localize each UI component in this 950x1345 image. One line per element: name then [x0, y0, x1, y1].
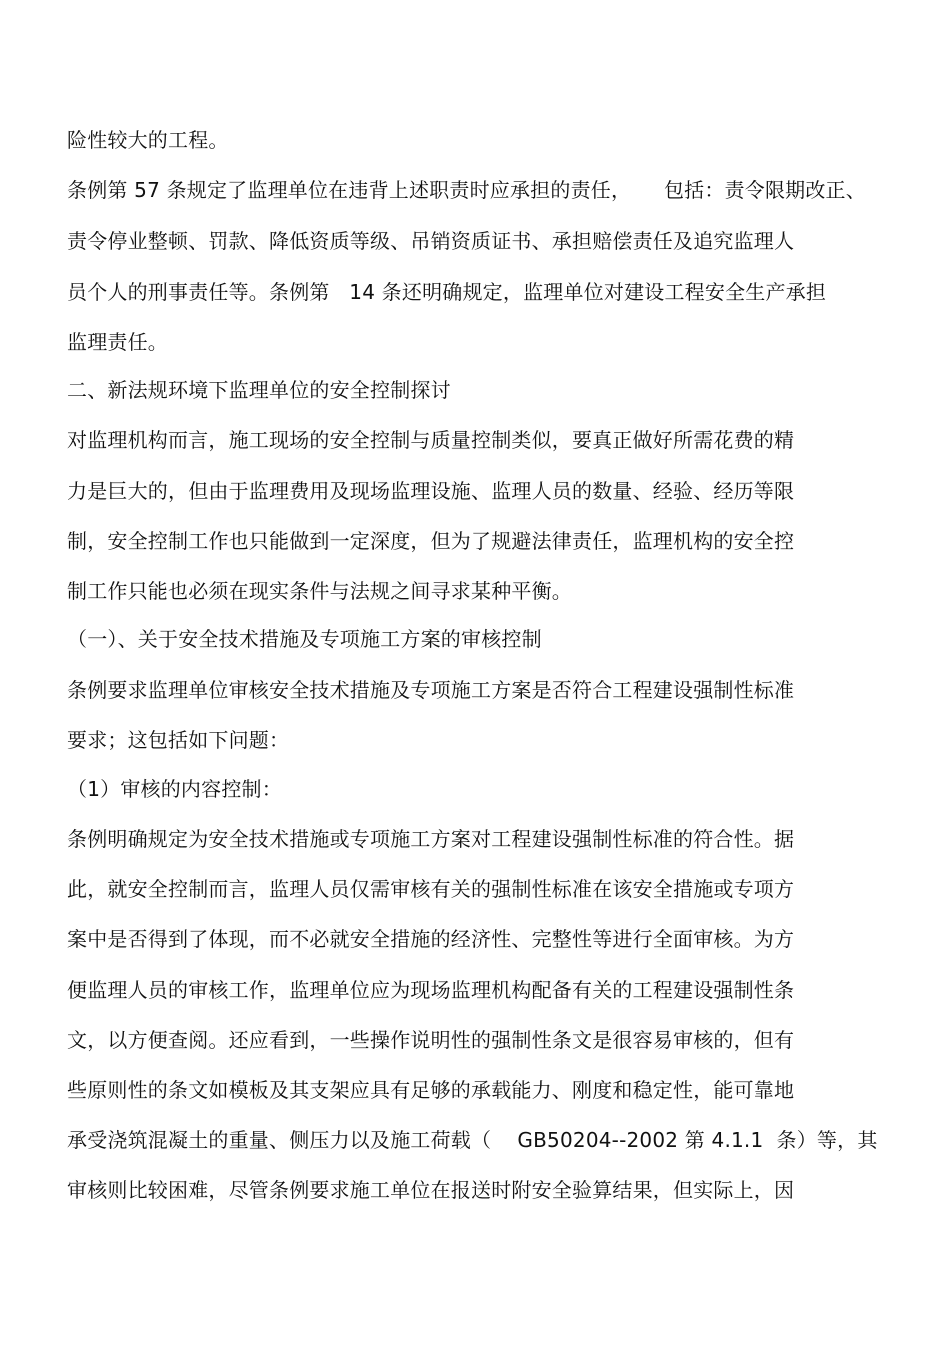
- text-line: 力是巨大的，但由于监理费用及现场监理设施、监理人员的数量、经验、经历等限: [67, 479, 795, 503]
- section-heading: 二、新法规环境下监理单位的安全控制探讨: [67, 378, 451, 402]
- subsection-heading: （一）、关于安全技术措施及专项施工方案的审核控制: [67, 627, 542, 651]
- text-line: 险性较大的工程。: [67, 128, 229, 152]
- text-line: 文，以方便查阅。还应看到，一些操作说明性的强制性条文是很容易审核的，但有: [67, 1028, 795, 1052]
- text-line: 制，安全控制工作也只能做到一定深度，但为了规避法律责任，监理机构的安全控: [67, 529, 795, 553]
- item-heading: （1）审核的内容控制：: [67, 777, 282, 801]
- text-line: 案中是否得到了体现，而不必就安全措施的经济性、完整性等进行全面审核。为方: [67, 927, 795, 951]
- text-line: 条例要求监理单位审核安全技术措施及专项施工方案是否符合工程建设强制性标准: [67, 678, 795, 702]
- text-line: 员个人的刑事责任等。条例第 14 条还明确规定，监理单位对建设工程安全生产承担: [67, 280, 827, 304]
- text-line: 便监理人员的审核工作，监理单位应为现场监理机构配备有关的工程建设强制性条: [67, 978, 795, 1002]
- text-line: 监理责任。: [67, 330, 168, 354]
- text-line: 条例明确规定为安全技术措施或专项施工方案对工程建设强制性标准的符合性。据: [67, 827, 795, 851]
- text-line: 承受浇筑混凝土的重量、侧压力以及施工荷载（ GB50204--2002 第 4.1.1 条）等，其: [67, 1128, 878, 1152]
- text-line: 条例第 57 条规定了监理单位在违背上述职责时应承担的责任， 包括：责令限期改正、: [67, 178, 866, 202]
- text-line: 制工作只能也必须在现实条件与法规之间寻求某种平衡。: [67, 579, 572, 603]
- text-line: 此，就安全控制而言，监理人员仅需审核有关的强制性标准在该安全措施或专项方: [67, 877, 795, 901]
- text-line: 责令停业整顿、罚款、降低资质等级、吊销资质证书、承担赔偿责任及追究监理人: [67, 229, 795, 253]
- text-line: 要求；这包括如下问题：: [67, 728, 290, 752]
- text-line: 对监理机构而言，施工现场的安全控制与质量控制类似，要真正做好所需花费的精: [67, 428, 795, 452]
- text-line: 些原则性的条文如模板及其支架应具有足够的承载能力、刚度和稳定性，能可靠地: [67, 1078, 795, 1102]
- text-line: 审核则比较困难，尽管条例要求施工单位在报送时附安全验算结果，但实际上，因: [67, 1178, 795, 1202]
